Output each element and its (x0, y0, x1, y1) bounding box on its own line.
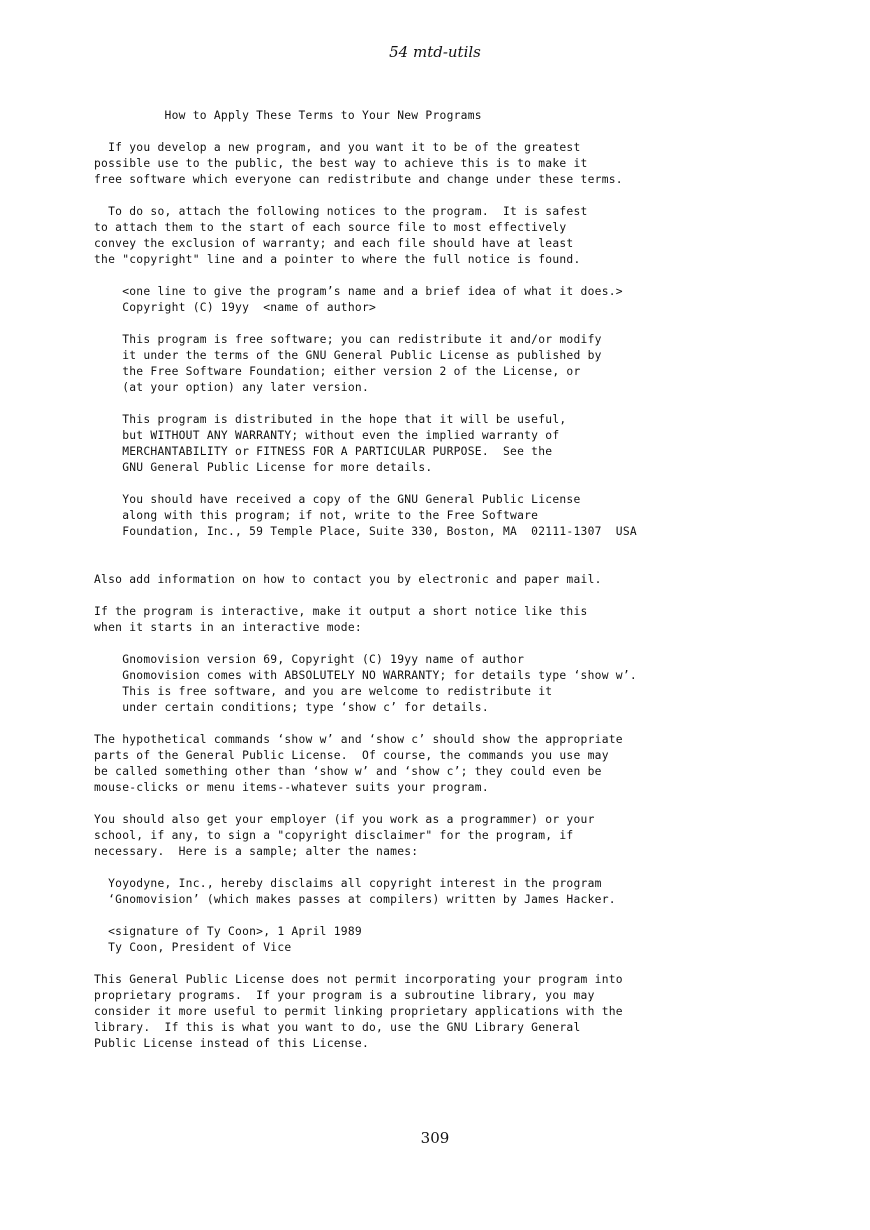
text-line: This program is free software; you can redistribute it and/or modify (94, 333, 602, 346)
text-line: You should have received a copy of the GNU General Public License (94, 493, 581, 506)
text-line: If the program is interactive, make it output a short notice like this (94, 605, 588, 618)
text-line: This program is distributed in the hope that it will be useful, (94, 413, 567, 426)
text-line: when it starts in an interactive mode: (94, 621, 362, 634)
blank-line (94, 956, 814, 972)
text-line: If you develop a new program, and you want it to be of the greatest (94, 141, 581, 154)
text-line: You should also get your employer (if you work as a programmer) or your (94, 813, 595, 826)
text-line: the "copyright" line and a pointer to where the full notice is found. (94, 253, 581, 266)
text-line: <signature of Ty Coon>, 1 April 1989 (94, 925, 362, 938)
blank-line (94, 556, 814, 572)
text-line: to attach them to the start of each source file to most effectively (94, 221, 567, 234)
text-line: under certain conditions; type ‘show c’ for details. (94, 701, 489, 714)
text-line: parts of the General Public License. Of course, the commands you use may (94, 749, 609, 762)
text-line: necessary. Here is a sample; alter the names: (94, 845, 419, 858)
text-line: ‘Gnomovision’ (which makes passes at compilers) written by James Hacker. (94, 893, 616, 906)
text-line: Gnomovision version 69, Copyright (C) 19yy name of author (94, 653, 525, 666)
text-line: How to Apply These Terms to Your New Programs (94, 109, 482, 122)
text-line: school, if any, to sign a "copyright disclaimer" for the program, if (94, 829, 574, 842)
blank-line (94, 716, 814, 732)
blank-line (94, 860, 814, 876)
text-line: convey the exclusion of warranty; and each file should have at least (94, 237, 574, 250)
text-line: be called something other than ‘show w’ and ‘show c’; they could even be (94, 765, 602, 778)
text-line: Public License instead of this License. (94, 1037, 370, 1050)
page-number: 309 (420, 1129, 450, 1147)
text-line: possible use to the public, the best way to achieve this is to make it (94, 157, 588, 170)
running-header: 54 mtd-utils (389, 43, 481, 61)
blank-line (94, 268, 814, 284)
text-line: MERCHANTABILITY or FITNESS FOR A PARTICULAR PURPOSE. See the (94, 445, 553, 458)
blank-line (94, 636, 814, 652)
text-line: This General Public License does not permit incorporating your program into (94, 973, 623, 986)
text-line: To do so, attach the following notices to the program. It is safest (94, 205, 588, 218)
blank-line (94, 796, 814, 812)
blank-line (94, 316, 814, 332)
text-line: Gnomovision comes with ABSOLUTELY NO WARRANTY; for details type ‘show w’. (94, 669, 637, 682)
text-line: but WITHOUT ANY WARRANTY; without even the implied warranty of (94, 429, 560, 442)
text-line: the Free Software Foundation; either version 2 of the License, or (94, 365, 581, 378)
text-line: (at your option) any later version. (94, 381, 370, 394)
blank-line (94, 396, 814, 412)
text-line: <one line to give the program’s name and a brief idea of what it does.> (94, 285, 623, 298)
text-line: free software which everyone can redistribute and change under these terms. (94, 173, 623, 186)
text-line: along with this program; if not, write to the Free Software (94, 509, 539, 522)
text-line: proprietary programs. If your program is a subroutine library, you may (94, 989, 595, 1002)
text-line: Also add information on how to contact you by electronic and paper mail. (94, 573, 602, 586)
blank-line (94, 124, 814, 140)
text-line: consider it more useful to permit linking proprietary applications with the (94, 1005, 623, 1018)
blank-line (94, 188, 814, 204)
text-line: Yoyodyne, Inc., hereby disclaims all copyright interest in the program (94, 877, 602, 890)
text-line: Copyright (C) 19yy <name of author> (94, 301, 377, 314)
blank-line (94, 540, 814, 556)
text-line: Ty Coon, President of Vice (94, 941, 292, 954)
text-line: library. If this is what you want to do, use the GNU Library General (94, 1021, 581, 1034)
text-line: This is free software, and you are welcome to redistribute it (94, 685, 553, 698)
license-text-body (94, 108, 814, 1052)
text-line: it under the terms of the GNU General Public License as published by (94, 349, 602, 362)
blank-line (94, 588, 814, 604)
text-line: mouse-clicks or menu items--whatever suits your program. (94, 781, 489, 794)
text-line: The hypothetical commands ‘show w’ and ‘show c’ should show the appropriate (94, 733, 623, 746)
text-line: Foundation, Inc., 59 Temple Place, Suite 330, Boston, MA 02111-1307 USA (94, 525, 637, 538)
blank-line (94, 476, 814, 492)
blank-line (94, 908, 814, 924)
text-line: GNU General Public License for more details. (94, 461, 433, 474)
